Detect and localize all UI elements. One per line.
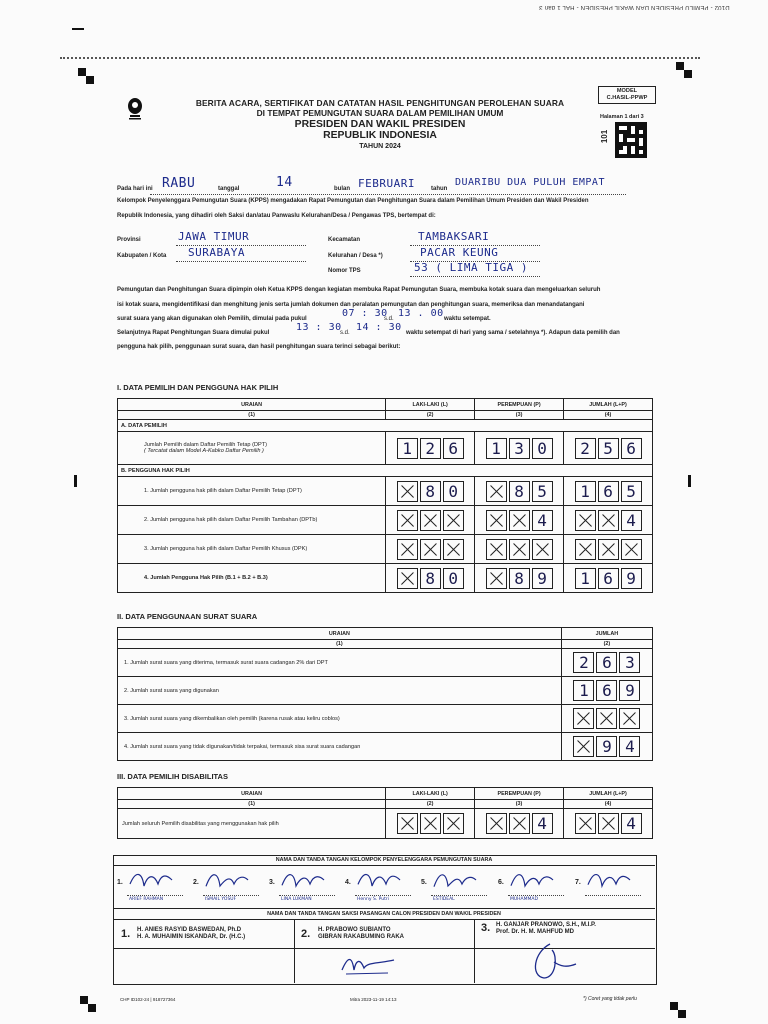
top-code: D102 - PEMILU PRESIDEN DAN WAKIL PRESIDEN - HAL 1 dari 3 [539, 4, 730, 10]
tanggal-value: 14 [276, 175, 293, 190]
crossed-digit-box [509, 813, 530, 834]
b3-l-boxes [389, 539, 471, 560]
s3-p-boxes [478, 813, 560, 834]
s2-n2: (2) [561, 640, 652, 649]
s1-row-2-label: 2. Jumlah pengguna hak pilih dalam Daftar Pemilih Tambahan (DPTb) [118, 506, 386, 535]
saksi-3-line-1: H. GANJAR PRANOWO, S.H., M.I.P. [496, 922, 596, 928]
s1-row-1-label: 1. Jumlah pengguna hak pilih dalam Daftar Pemilih Tetap (DPT) [118, 477, 386, 506]
digit-box: 2 [573, 652, 594, 673]
kpps-member-no: 1. [117, 879, 123, 886]
digit-box: 4 [532, 813, 553, 834]
crossed-digit-box [532, 539, 553, 560]
s3-n3: (3) [475, 800, 564, 809]
footer-left: CHP ID102-24 | 918727364 [120, 997, 176, 1002]
para-line-2: isi kotak suara, mengidentifikasi dan menghitung jenis serta jumlah dokumen dan peralatan pemungutan dan penghitungan suara, memeriksa dan menandatangani [117, 302, 585, 308]
crossed-digit-box [397, 510, 418, 531]
digit-box: 5 [598, 438, 619, 459]
kpps-member-signature [202, 866, 252, 894]
time-3: 13 : 30 [296, 322, 342, 333]
tahun-label: tahun [431, 186, 448, 192]
model-box [598, 86, 656, 104]
crossed-digit-box [598, 510, 619, 531]
saksi-1-names [137, 927, 245, 941]
saksi-2-signature [338, 950, 398, 980]
s2-row-4-label: 4. Jumlah surat suara yang tidak digunakan/tidak terpakai, termasuk sisa surat suara cadangan [118, 733, 562, 761]
tanggal-label: tanggal [218, 186, 240, 192]
kpps-title-row [113, 855, 655, 866]
model-label: MODEL [616, 88, 638, 94]
digit-box: 8 [509, 481, 530, 502]
s1-row-3-label: 3. Jumlah pengguna hak pilih dalam Daftar Pemilih Khusus (DPK) [118, 535, 386, 564]
kpps-member-no: 2. [193, 879, 199, 886]
kpps-member-line [127, 895, 183, 896]
pada-hari-ini-label: Pada hari ini [117, 186, 153, 192]
s1-col-l: LAKI-LAKI (L) [386, 399, 475, 411]
digit-box: 3 [509, 438, 530, 459]
b2-l-boxes [389, 510, 471, 531]
kpps-member-line [279, 895, 335, 896]
s1-dpt-note: ( Tercatat dalam Model A-Kabko Daftar Pemilih ) [144, 448, 264, 454]
digit-box: 5 [621, 481, 642, 502]
reg-mark-tr2 [684, 70, 692, 78]
digit-box: 6 [596, 680, 617, 701]
s1-n1: (1) [118, 411, 386, 420]
crossed-digit-box [573, 736, 594, 757]
digit-box: 6 [598, 481, 619, 502]
s1-n4: (4) [564, 411, 653, 420]
saksi-3-no: 3. [481, 922, 491, 934]
saksi-2-names [318, 927, 404, 941]
digit-box: 1 [397, 438, 418, 459]
s2-col-j: JUMLAH [561, 628, 652, 640]
digit-box: 4 [621, 813, 642, 834]
footer-center: Mitra 2023-11-19 14:13 [350, 997, 397, 1002]
section-3-title: III. DATA PEMILIH DISABILITAS [117, 772, 228, 781]
crossed-digit-box [420, 813, 441, 834]
section-1-title: I. DATA PEMILIH DAN PENGGUNA HAK PILIH [117, 383, 279, 392]
tps-value: 53 ( LIMA TIGA ) [414, 261, 528, 274]
s2-row-1-label: 1. Jumlah surat suara yang diterima, termasuk surat suara cadangan 2% dari DPT [118, 649, 562, 677]
digit-box: 4 [621, 510, 642, 531]
saksi-title: NAMA DAN TANDA TANGAN SAKSI PASANGAN CALON PRESIDEN DAN WAKIL PRESIDEN [267, 911, 501, 917]
saksi-1-line-2: H. A. MUHAIMIN ISKANDAR, Dr. (H.C.) [137, 934, 246, 940]
crossed-digit-box [420, 510, 441, 531]
digit-box: 8 [420, 568, 441, 589]
crossed-digit-box [486, 481, 507, 502]
b4-p-boxes [478, 568, 560, 589]
s1-dpt-label: Jumlah Pemilih dalam Daftar Pemilih Tetap (DPT) [144, 442, 268, 448]
b2-p-boxes [478, 510, 560, 531]
digit-box: 1 [575, 481, 596, 502]
crossed-digit-box [509, 510, 530, 531]
reg-mark-tr [676, 62, 684, 70]
para-line-4b: waktu setempat di hari yang sama / setelahnya *). Adapun data pemilih dan [406, 330, 620, 336]
section-2-title: II. DATA PENGGUNAAN SURAT SUARA [117, 612, 258, 621]
digit-box: 9 [532, 568, 553, 589]
tahun-value: DUARIBU DUA PULUH EMPAT [455, 177, 605, 188]
s3-j-boxes [567, 813, 649, 834]
crossed-digit-box [621, 539, 642, 560]
kpps-member-name: ISMAIL YOSUF [205, 897, 237, 902]
b2-j-boxes [567, 510, 649, 531]
kabupaten-value: SURABAYA [188, 246, 245, 259]
kecamatan-value: TAMBAKSARI [418, 230, 490, 243]
kpps-member-name: ARIEF RAHMAN [129, 897, 164, 902]
b3-j-boxes [567, 539, 649, 560]
para-line-3a: surat suara yang akan digunakan oleh Pemilih, dimulai pada pukul [117, 316, 307, 322]
kpps-member-signature [354, 866, 404, 894]
kpps-member-signature [278, 866, 328, 894]
crossed-digit-box [486, 813, 507, 834]
digit-box: 9 [621, 568, 642, 589]
crossed-digit-box [397, 568, 418, 589]
kpps-member-no: 7. [575, 879, 581, 886]
dpt-l-boxes [389, 438, 471, 459]
s3-col-p: PEREMPUAN (P) [475, 788, 564, 800]
s1-dpt-cell [118, 432, 386, 465]
digit-box: 2 [420, 438, 441, 459]
crossed-digit-box [596, 708, 617, 729]
crossed-digit-box [486, 568, 507, 589]
kpps-member-no: 3. [269, 879, 275, 886]
kpps-member-name: MUHAMMAD [510, 897, 538, 902]
kpps-member-no: 6. [498, 879, 504, 886]
s3-n4: (4) [564, 800, 653, 809]
saksi-3-signature [520, 942, 580, 982]
digit-box: 2 [575, 438, 596, 459]
page-number: Halaman 1 dari 3 [600, 114, 644, 120]
footer-right: *) Coret yang tidak perlu [583, 996, 637, 1002]
dpt-p-boxes [478, 438, 560, 459]
para-line-1: Pemungutan dan Penghitungan Suara dipimpin oleh Ketua KPPS dengan kegiatan membuka Rapat Pemungutan Suara, membuka kotak suara dan mengeluarkan seluruh [117, 287, 601, 293]
date-dotted-line [150, 194, 626, 195]
kpps-member-name: LINA LUKMAN [281, 897, 312, 902]
saksi-1-line-1: H. ANIES RASYID BASWEDAN, Ph.D [137, 927, 242, 933]
dpt-j-boxes [567, 438, 649, 459]
crossed-digit-box [443, 813, 464, 834]
digit-box: 9 [619, 680, 640, 701]
cut-line [60, 57, 700, 59]
kabupaten-label: Kabupaten / Kota [117, 253, 167, 259]
s2-row-2-label: 2. Jumlah surat suara yang digunakan [118, 677, 562, 705]
b1-j-boxes [567, 481, 649, 502]
kpps-member-signature [430, 866, 480, 894]
s2-row-1-boxes [565, 652, 649, 673]
kecamatan-label: Kecamatan [328, 237, 361, 243]
s2-row-3-boxes [565, 708, 649, 729]
side-mark-right [688, 475, 691, 487]
header-line-5: TAHUN 2024 [359, 143, 401, 150]
intro-line-2: Republik Indonesia, yang dihadiri oleh Saksi dan/atau Panwaslu Kelurahan/Desa / Pengawas TPS, bertempat di: [117, 213, 436, 219]
s2-col-uraian: URAIAN [118, 628, 562, 640]
crossed-digit-box [486, 510, 507, 531]
digit-box: 6 [596, 652, 617, 673]
crossed-digit-box [509, 539, 530, 560]
saksi-1-no: 1. [121, 928, 131, 940]
b4-j-boxes [567, 568, 649, 589]
s1-col-uraian: URAIAN [118, 399, 386, 411]
digit-box: 4 [619, 736, 640, 757]
para-line-5: pengguna hak pilih, penggunaan surat suara, dan hasil penghitungan suara terinci sebagai berikut: [117, 344, 401, 350]
header-line-1: BERITA ACARA, SERTIFIKAT DAN CATATAN HASIL PENGHITUNGAN PEROLEHAN SUARA [195, 98, 565, 108]
crossed-digit-box [619, 708, 640, 729]
kpps-member-name: Henny S. Putri [357, 897, 390, 902]
para-line-4a: Selanjutnya Rapat Penghitungan Suara dimulai pukul [117, 330, 270, 336]
b4-l-boxes [389, 568, 471, 589]
hari-value: RABU [162, 176, 196, 191]
crossed-digit-box [443, 539, 464, 560]
crossed-digit-box [575, 539, 596, 560]
s3-col-j: JUMLAH (L+P) [564, 788, 653, 800]
kpps-member-name: ESTIDEAL [433, 897, 455, 902]
reg-mark-tl [78, 68, 86, 76]
digit-box: 0 [443, 568, 464, 589]
time-2: 13 . 00 [398, 308, 444, 319]
crossed-digit-box [443, 510, 464, 531]
form-header [150, 98, 610, 150]
s1-b-title: B. PENGGUNA HAK PILIH [118, 465, 653, 477]
s3-col-uraian: URAIAN [118, 788, 386, 800]
digit-box: 6 [598, 568, 619, 589]
bulan-label: bulan [334, 186, 350, 192]
digit-box: 0 [532, 438, 553, 459]
b1-l-boxes [389, 481, 471, 502]
crossed-digit-box [598, 813, 619, 834]
b1-p-boxes [478, 481, 560, 502]
digit-box: 6 [443, 438, 464, 459]
kpps-member-signature [507, 866, 557, 894]
bulan-value: FEBRUARI [358, 177, 415, 190]
digit-box: 1 [575, 568, 596, 589]
s1-n2: (2) [386, 411, 475, 420]
kpps-member-line [355, 895, 411, 896]
kelurahan-value: PACAR KEUNG [420, 246, 499, 259]
kelurahan-label: Kelurahan / Desa *) [328, 253, 383, 259]
section-2-table [117, 627, 653, 761]
tps-label: Nomor TPS [328, 268, 361, 274]
s1-row-4-label: 4. Jumlah Pengguna Hak Pilih (B.1 + B.2 + B.3) [118, 564, 386, 593]
saksi-title-row [113, 908, 655, 920]
saksi-divider-1 [294, 919, 295, 983]
crossed-digit-box [420, 539, 441, 560]
saksi-2-no: 2. [301, 928, 311, 940]
s1-col-j: JUMLAH (L+P) [564, 399, 653, 411]
s1-col-p: PEREMPUAN (P) [475, 399, 564, 411]
sd-1: s.d. [384, 316, 394, 322]
side-mark-left [74, 475, 77, 487]
model-code: C.HASIL-PPWP [606, 95, 648, 101]
digit-box: 9 [596, 736, 617, 757]
digit-box: 1 [486, 438, 507, 459]
kpps-member-line [203, 895, 259, 896]
crossed-digit-box [575, 813, 596, 834]
saksi-3-line-2: Prof. Dr. H. M. MAHFUD MD [496, 929, 574, 935]
provinsi-value: JAWA TIMUR [178, 230, 250, 243]
b3-p-boxes [478, 539, 560, 560]
crossed-digit-box [573, 708, 594, 729]
code-101: 101 [600, 129, 610, 144]
section-1-table [117, 398, 653, 593]
kpps-title: NAMA DAN TANDA TANGAN KELOMPOK PENYELENGGARA PEMUNGUTAN SUARA [275, 857, 493, 863]
crossed-digit-box [397, 813, 418, 834]
s3-col-l: LAKI-LAKI (L) [386, 788, 475, 800]
kpu-logo-icon [126, 97, 144, 121]
digit-box: 0 [443, 481, 464, 502]
crossed-digit-box [486, 539, 507, 560]
tps-line [410, 276, 540, 277]
time-1: 07 : 30 [342, 308, 388, 319]
crossed-digit-box [397, 481, 418, 502]
s3-row-label: Jumlah seluruh Pemilih disabilitas yang menggunakan hak pilih [118, 809, 386, 839]
kpps-member-line [431, 895, 487, 896]
digit-box: 8 [509, 568, 530, 589]
sd-2: s.d. [340, 330, 350, 336]
header-line-4: REPUBLIK INDONESIA [323, 130, 437, 141]
s2-row-2-boxes [565, 680, 649, 701]
s1-n3: (3) [475, 411, 564, 420]
kpps-member-signature [126, 866, 176, 894]
digit-box: 6 [621, 438, 642, 459]
kabupaten-line [176, 261, 306, 262]
saksi-2-line-2: GIBRAN RAKABUMING RAKA [318, 934, 404, 940]
pen-mark [72, 28, 84, 30]
digit-box: 8 [420, 481, 441, 502]
digit-box: 1 [573, 680, 594, 701]
reg-mark-bl2 [88, 1004, 96, 1012]
para-line-3b: waktu setempat. [444, 316, 491, 322]
reg-mark-tl2 [86, 76, 94, 84]
kpps-member-no: 5. [421, 879, 427, 886]
reg-mark-br [670, 1002, 678, 1010]
crossed-digit-box [397, 539, 418, 560]
kpps-member-signature [584, 866, 634, 894]
s2-n1: (1) [118, 640, 562, 649]
s1-a-title: A. DATA PEMILIH [118, 420, 653, 432]
kpps-member-no: 4. [345, 879, 351, 886]
s2-row-3-label: 3. Jumlah surat suara yang dikembalikan oleh pemilih (karena rusak atau keliru coblos) [118, 705, 562, 733]
qr-code-icon [615, 122, 647, 158]
time-4: 14 : 30 [356, 322, 402, 333]
crossed-digit-box [575, 510, 596, 531]
s3-n2: (2) [386, 800, 475, 809]
reg-mark-br2 [678, 1010, 686, 1018]
kpps-member-line [585, 895, 641, 896]
saksi-divider-2 [474, 919, 475, 983]
section-3-table [117, 787, 653, 839]
digit-box: 5 [532, 481, 553, 502]
crossed-digit-box [598, 539, 619, 560]
digit-box: 3 [619, 652, 640, 673]
kpps-member-line [508, 895, 564, 896]
intro-line-1: Kelompok Penyelenggara Pemungutan Suara (KPPS) mengadakan Rapat Pemungutan dan Penghitungan Suara dalam Pemilihan Umum Presiden dan Wakil Presiden [117, 198, 589, 204]
header-line-2: DI TEMPAT PEMUNGUTAN SUARA DALAM PEMILIHAN UMUM [256, 108, 504, 118]
reg-mark-bl [80, 996, 88, 1004]
s3-n1: (1) [118, 800, 386, 809]
header-line-3: PRESIDEN DAN WAKIL PRESIDEN [294, 119, 466, 130]
provinsi-label: Provinsi [117, 237, 141, 243]
s2-row-4-boxes [565, 736, 649, 757]
saksi-2-line-1: H. PRABOWO SUBIANTO [318, 927, 391, 933]
s3-l-boxes [389, 813, 471, 834]
saksi-3-names [496, 922, 596, 936]
digit-box: 4 [532, 510, 553, 531]
